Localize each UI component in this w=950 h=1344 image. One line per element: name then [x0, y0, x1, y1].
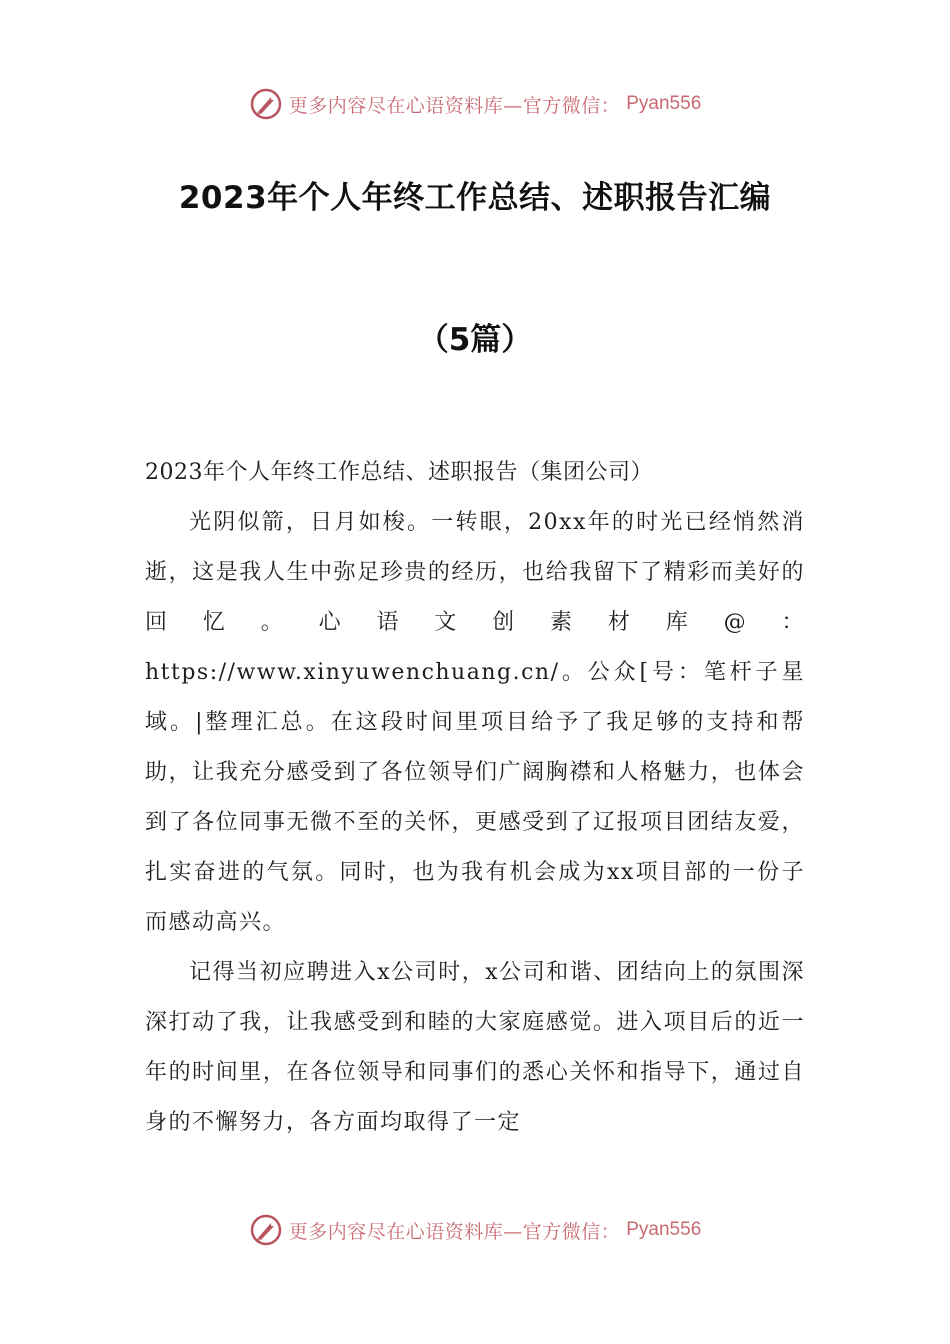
- document-body: [145, 448, 805, 1148]
- banner-wechat-id: Pyan556: [626, 1219, 702, 1240]
- banner-wechat-id: Pyan556: [626, 93, 702, 114]
- header-banner: [0, 84, 950, 124]
- footer-banner: [0, 1210, 950, 1250]
- pen-nib-logo-icon: [249, 1213, 283, 1247]
- document-subtitle: （5篇）: [417, 322, 533, 358]
- section-heading: 2023年个人年终工作总结、述职报告（集团公司）: [145, 460, 653, 485]
- body-paragraph: 光阴似箭，日月如梭。一转眼，20xx年的时光已经悄然消逝，这是我人生中弥足珍贵的经历，也给我留下了精彩而美好的回忆。心语文创素材库@：https://www.xinyuwenchuang.cn/。公众[号：笔杆子星域。|整理汇总。在这段时间里项目给予了我足够的支持和帮助，让我充分感受到了各位领导们广阔胸襟和人格魅力，也体会到了各位同事无微不至的关怀，更感受到了辽报项目团结友爱，扎实奋进的气氛。同时，也为我有机会成为xx项目部的一份子而感动高兴。: [145, 510, 805, 935]
- banner-text: 更多内容尽在心语资料库—官方微信：: [288, 94, 621, 117]
- document-title: 2023年个人年终工作总结、述职报告汇编: [178, 180, 772, 216]
- pen-nib-logo-icon: [249, 87, 283, 121]
- banner-text: 更多内容尽在心语资料库—官方微信：: [288, 1220, 621, 1243]
- body-paragraph: 记得当初应聘进入x公司时，x公司和谐、团结向上的氛围深深打动了我，让我感受到和睦的大家庭感觉。进入项目后的近一年的时间里，在各位领导和同事们的悉心关怀和指导下，通过自身的不懈努力，各方面均取得了一定: [145, 960, 805, 1135]
